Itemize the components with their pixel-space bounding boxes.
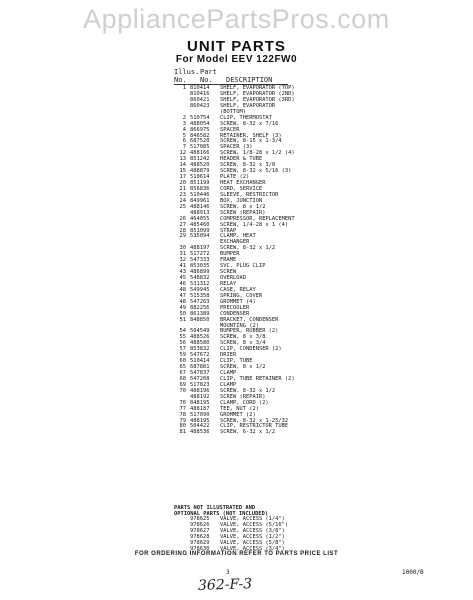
part-description: MOUNTING (2) — [220, 322, 259, 329]
part-description: EXCHANGER — [220, 239, 250, 246]
part-illus-number: 3 — [182, 120, 186, 127]
part-number: 853035 — [190, 263, 210, 270]
part-illus-number: 48 — [179, 286, 186, 293]
part-number: 978628 — [190, 533, 210, 540]
part-description: CLAMP, CORD (2) — [220, 399, 269, 406]
part-number: 488195 — [190, 417, 210, 424]
part-description: SHELF, EVAPORATOR — [220, 102, 276, 109]
part-description: HEADER & TUBE — [220, 156, 263, 163]
part-description: FRAME — [220, 257, 237, 264]
part-illus-number: 70 — [179, 387, 186, 394]
part-description: CLAMP — [220, 370, 237, 376]
part-number: 978627 — [190, 527, 210, 534]
part-illus-number: 28 — [179, 227, 186, 234]
part-number: 810416 — [190, 90, 210, 97]
part-illus-number: 81 — [179, 429, 186, 436]
part-illus-number: 32 — [179, 257, 186, 264]
part-number: 486899 — [190, 269, 210, 276]
part-number: 517272 — [190, 251, 210, 258]
part-description: VALVE, ACCESS (5/8") — [220, 539, 285, 546]
part-number: 488520 — [190, 162, 210, 169]
part-number: 485460 — [190, 221, 210, 228]
part-illus-number: 30 — [179, 245, 186, 252]
part-description: CASE, RELAY — [220, 286, 256, 293]
part-description: CLAMP, HEAT — [220, 233, 256, 240]
part-number: 504422 — [190, 423, 210, 430]
part-description: CONDENSER — [220, 310, 250, 317]
part-number: 510754 — [190, 114, 210, 121]
part-number: 510446 — [190, 191, 210, 198]
part-number: 848850 — [190, 316, 210, 323]
part-description: BRACKET, CONDENSER — [220, 316, 279, 323]
part-description: SCREW, 1/8-28 x 1/2 (4) — [220, 150, 295, 157]
part-illus-number: 50 — [179, 310, 186, 317]
part-number: 510614 — [190, 174, 210, 181]
part-number: 860423 — [190, 102, 210, 109]
part-illus-number: 5 — [182, 132, 186, 139]
part-illus-number: 27 — [179, 221, 186, 228]
part-description: SPRING, COVER — [220, 292, 263, 299]
part-illus-number: 41 — [179, 263, 186, 270]
part-illus-number: 21 — [179, 185, 186, 192]
part-number: 687881 — [190, 364, 210, 371]
part-number: 488146 — [190, 203, 210, 210]
part-description: SCREW, 8-32 x 1/2 — [220, 387, 276, 394]
part-illus-number: 7 — [182, 144, 186, 151]
part-number: 978626 — [190, 521, 210, 528]
part-illus-number: 78 — [179, 411, 186, 418]
part-description: CLIP, RESTRICTOR TUBE — [220, 423, 289, 430]
part-illus-number: 20 — [179, 180, 186, 186]
part-number: 531312 — [190, 280, 210, 287]
part-description: SHELF, EVAPORATOR (TOP) — [220, 85, 295, 91]
part-number: 488196 — [190, 387, 210, 394]
part-description: GROMMET (4) — [220, 298, 256, 305]
part-description: SCREW, 8 x 3/8 — [220, 334, 266, 341]
part-description: CLIP, CONDENSER (2) — [220, 346, 282, 353]
part-number: 851199 — [190, 180, 210, 186]
part-description: CLAMP — [220, 381, 237, 388]
part-description: SCREW, 8-32 x 1/2 — [220, 245, 276, 252]
part-illus-number: 68 — [179, 375, 186, 382]
part-description: SCREW, 8 x 1/2 — [220, 203, 266, 210]
part-illus-number: 69 — [179, 381, 186, 388]
part-illus-number: 54 — [179, 328, 186, 335]
part-description: SPACER — [220, 126, 240, 133]
table-row — [174, 430, 374, 436]
part-number: 978630 — [190, 545, 210, 552]
optional-parts-list — [174, 517, 374, 553]
part-number: 464055 — [190, 215, 210, 222]
part-number: 488197 — [190, 245, 210, 252]
page-title: UNIT PARTS — [187, 38, 286, 55]
header-part: Part — [200, 68, 217, 76]
part-illus-number: 65 — [179, 364, 186, 371]
part-description: CORD, SERVICE — [220, 185, 263, 192]
model-subtitle: For Model EEV 122FW0 — [175, 54, 298, 65]
part-illus-number: 51 — [179, 316, 186, 323]
part-number: 517085 — [190, 144, 210, 151]
part-illus-number: 26 — [179, 215, 186, 222]
part-description: STRAP — [220, 227, 237, 234]
part-description: SPACER (3) — [220, 144, 253, 151]
part-number: 488536 — [190, 429, 210, 436]
part-illus-number: 13 — [179, 156, 186, 163]
part-description: DRIER — [220, 352, 237, 359]
part-illus-number: 48 — [179, 298, 186, 305]
part-number: 547263 — [190, 298, 210, 305]
part-illus-number: 79 — [179, 417, 186, 424]
part-description: SCREW, 8-32 x 5/16 (3) — [220, 168, 292, 175]
part-description: PLATE (2) — [220, 174, 250, 181]
page-number: 3 — [226, 569, 230, 576]
part-illus-number: 6 — [182, 138, 186, 145]
part-illus-number: 4 — [182, 126, 186, 133]
part-description: BUMPER, RUBBER (2) — [220, 328, 279, 335]
part-illus-number: 46 — [179, 280, 186, 287]
part-description: PRECOOLER — [220, 304, 250, 311]
part-description: VALVE, ACCESS (5/16") — [220, 521, 289, 528]
part-description: GROMMET (2) — [220, 411, 256, 418]
document-code: 1000/B — [402, 569, 424, 576]
part-number: 978625 — [190, 516, 210, 522]
part-illus-number: 57 — [179, 346, 186, 353]
part-description: VALVE, ACCESS (1/4") — [220, 516, 285, 522]
part-description: CLIP, TUBE RETAINER (2) — [220, 375, 295, 382]
part-number: 547672 — [190, 352, 210, 359]
part-description: VALVE, ACCESS (3/8") — [220, 527, 285, 534]
part-illus-number: 77 — [179, 405, 186, 412]
part-number: 846582 — [190, 132, 210, 139]
part-description: BUMPER — [220, 251, 240, 258]
watermark: AppliancePartsPros.com — [83, 4, 390, 34]
part-description: SCREW (REPAIR) — [220, 209, 266, 216]
part-number: 851099 — [190, 227, 210, 234]
part-description: VALVE, ACCESS (1/2") — [220, 533, 285, 540]
part-illus-number: 15 — [179, 168, 186, 175]
part-illus-number: 43 — [179, 269, 186, 276]
part-number: 515358 — [190, 292, 210, 299]
part-illus-number: 80 — [179, 423, 186, 430]
part-illus-number: 60 — [179, 358, 186, 365]
part-number: 860421 — [190, 96, 210, 103]
part-number: 882256 — [190, 304, 210, 311]
part-illus-number: 31 — [179, 251, 186, 258]
part-illus-number: 47 — [179, 292, 186, 299]
parts-list — [174, 86, 374, 436]
part-number: 488913 — [190, 209, 210, 216]
part-illus-number: 17 — [179, 174, 186, 181]
header-no-1: No. — [174, 76, 187, 84]
part-number: 547333 — [190, 257, 210, 264]
part-description: SCREW, 8-32 x 3/8 — [220, 162, 276, 169]
part-description: RETAINER, SHELF (3) — [220, 132, 282, 139]
part-number: 517090 — [190, 411, 210, 418]
part-number: 547837 — [190, 370, 210, 376]
part-number: 510414 — [190, 358, 210, 365]
part-description: SCREW, 8-32 x 7/16 — [220, 120, 279, 127]
part-number: 535094 — [190, 233, 210, 240]
part-description: HEAT EXCHANGER — [220, 180, 266, 186]
part-illus-number: 25 — [179, 203, 186, 210]
part-number: 848195 — [190, 399, 210, 406]
part-description: SCREW — [220, 269, 237, 276]
header-ill: Illus. — [174, 68, 200, 76]
part-number: 978629 — [190, 539, 210, 546]
part-number: 856836 — [190, 185, 210, 192]
part-illus-number: 67 — [179, 370, 186, 376]
part-number: 488192 — [190, 393, 210, 400]
part-number: 861389 — [190, 310, 210, 317]
part-description: CLIP, THERMOSTAT — [220, 114, 272, 121]
part-description: RELAY — [220, 280, 237, 287]
notes-line: PARTS NOT ILLUSTRATED AND — [174, 505, 256, 511]
part-number: 549945 — [190, 286, 210, 293]
part-illus-number: 56 — [179, 340, 186, 347]
part-number: 849961 — [190, 197, 210, 204]
part-number: 488580 — [190, 340, 210, 347]
part-number: 517823 — [190, 381, 210, 388]
part-number: 488054 — [190, 120, 210, 127]
part-number: 488187 — [190, 405, 210, 412]
part-illus-number: 55 — [179, 334, 186, 341]
part-description: SHELF, EVAPORATOR (2ND) — [220, 90, 295, 97]
part-number: 547208 — [190, 375, 210, 382]
part-illus-number: 12 — [179, 150, 186, 157]
part-description: TEE, NUT (2) — [220, 405, 259, 412]
part-description: SCREW, 8-32 x 1-25/32 — [220, 417, 289, 424]
part-description: COMPRESSOR, REPLACEMENT — [220, 215, 295, 222]
part-illus-number: 14 — [179, 162, 186, 169]
notes-line: OPTIONAL PARTS (NOT INCLUDED) — [174, 511, 269, 517]
part-description: SCREW, 8 x 3/4 — [220, 340, 266, 347]
part-description: (BOTTOM) — [220, 108, 246, 115]
part-description: SCREW, 6-32 x 1/2 — [220, 429, 276, 436]
part-description: VALVE, ACCESS (3/4") — [220, 545, 285, 552]
part-illus-number: 59 — [179, 352, 186, 359]
part-description: SVC. PLUG CLIP — [220, 263, 266, 270]
part-number: 488526 — [190, 334, 210, 341]
handwritten-note: 362-F-3 — [197, 576, 253, 594]
part-illus-number: 2 — [182, 114, 186, 121]
part-description: BOX, JUNCTION — [220, 197, 263, 204]
part-illus-number: 76 — [179, 399, 186, 406]
header-description: DESCRIPTION — [226, 76, 273, 84]
part-number: 810414 — [190, 85, 210, 91]
part-illus-number: 1 — [182, 85, 186, 91]
part-illus-number: 49 — [179, 304, 186, 311]
part-description: SHELF, EVAPORATOR (3RD) — [220, 96, 295, 103]
part-number: 866975 — [190, 126, 210, 133]
part-description: CLIP, TUBE — [220, 358, 253, 365]
ordering-note: FOR ORDERING INFORMATION REFER TO PARTS PRICE LIST — [134, 551, 339, 557]
part-number: 853832 — [190, 346, 210, 353]
part-illus-number: 45 — [179, 275, 186, 281]
part-description: SCREW, 8 x 1/2 — [220, 364, 266, 371]
part-illus-number: 24 — [179, 197, 186, 204]
part-description: SCREW, 8-15 x 1-3/4 — [220, 138, 282, 145]
part-number: 548832 — [190, 275, 210, 281]
header-no-2: No. — [200, 76, 213, 84]
part-description: SLEEVE, RESTRICTOR — [220, 191, 279, 198]
part-description: SCREW (REPAIR) — [220, 393, 266, 400]
part-number: 504549 — [190, 328, 210, 335]
part-illus-number: 23 — [179, 191, 186, 198]
part-number: 488166 — [190, 150, 210, 157]
part-number: 687520 — [190, 138, 210, 145]
part-description: SCREW, 1/4-28 x 1 (4) — [220, 221, 289, 228]
part-number: 851242 — [190, 156, 210, 163]
part-illus-number: 29 — [179, 233, 186, 240]
part-number: 488879 — [190, 168, 210, 175]
part-description: OVERLOAD — [220, 275, 246, 281]
